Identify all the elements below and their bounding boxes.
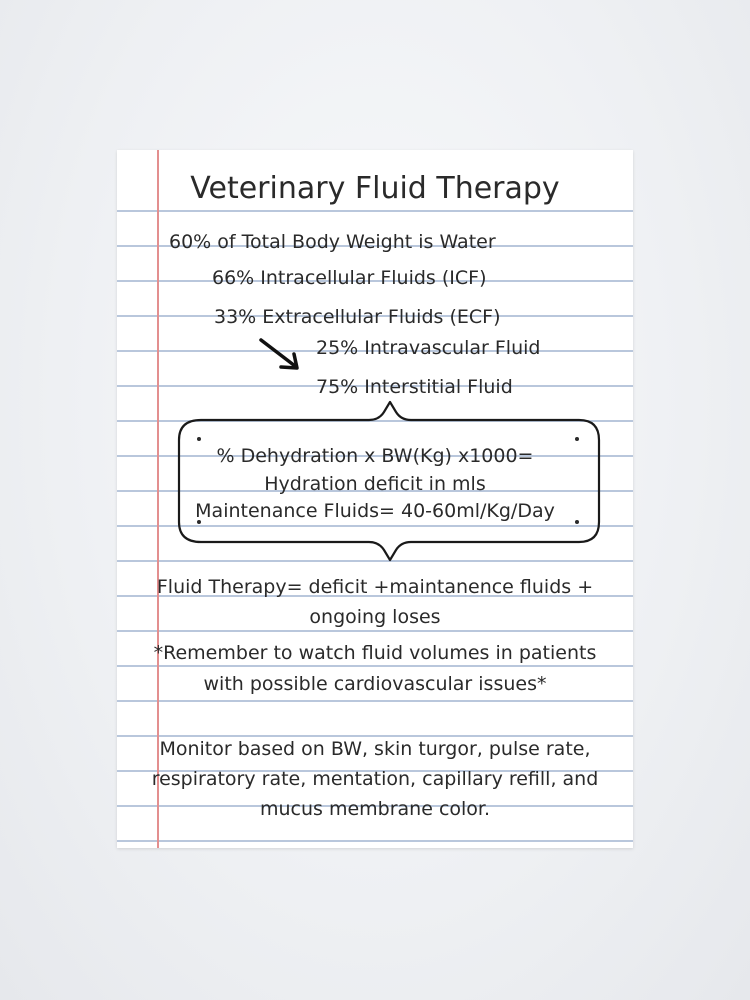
monitor-line-3: mucus membrane color. <box>259 798 491 820</box>
box-dot <box>197 437 201 441</box>
reminder-line-2: with possible cardiovascular issues* <box>203 673 547 695</box>
lined-paper <box>117 150 633 848</box>
fluid-therapy-line-2: ongoing loses <box>309 606 441 628</box>
monitor-line-1: Monitor based on BW, skin turgor, pulse rate, <box>159 738 591 760</box>
monitor-line-2: respiratory rate, mentation, capillary refill, and <box>151 768 599 790</box>
reminder-line-1: *Remember to watch fluid volumes in patients <box>153 642 597 664</box>
interstitial-line: 75% Interstitial Fluid <box>316 376 513 398</box>
box-dot <box>575 437 579 441</box>
hydration-deficit: Hydration deficit in mls <box>264 473 486 495</box>
dehydration-formula: % Dehydration x BW(Kg) x1000= <box>216 445 534 467</box>
fluid-therapy-line-1: Fluid Therapy= deficit +maintanence fluids + <box>156 576 594 598</box>
intravascular-line: 25% Intravascular Fluid <box>316 337 541 359</box>
total-water-line: 60% of Total Body Weight is Water <box>169 231 496 253</box>
page-title: Veterinary Fluid Therapy <box>190 171 560 206</box>
icf-line: 66% Intracellular Fluids (ICF) <box>212 267 487 289</box>
arrow-down-right-icon <box>257 336 305 376</box>
ecf-line: 33% Extracellular Fluids (ECF) <box>214 306 501 328</box>
maintenance-fluids: Maintenance Fluids= 40-60ml/Kg/Day <box>195 500 555 522</box>
